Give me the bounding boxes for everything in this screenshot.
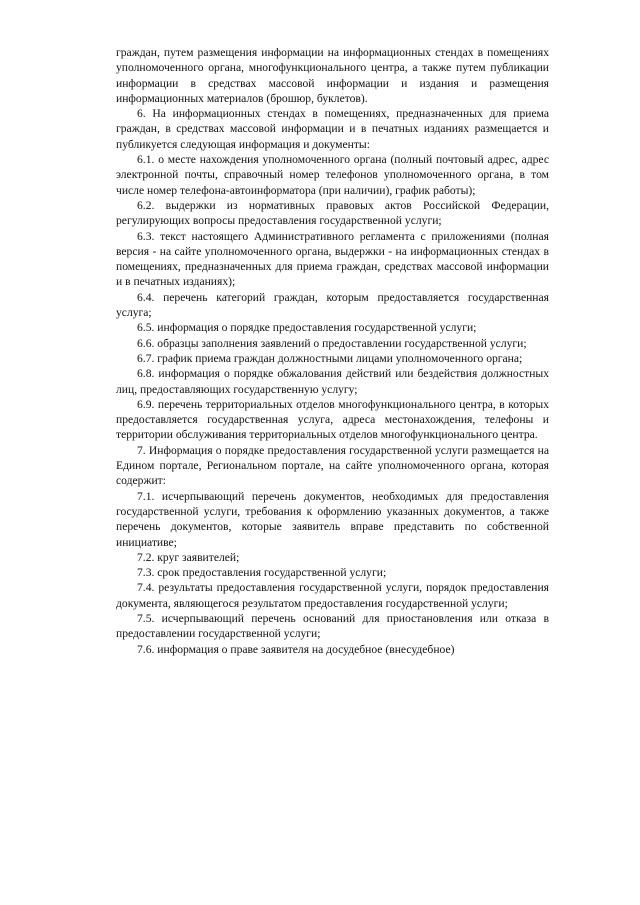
paragraph-6-1: 6.1. о месте нахождения уполномоченного органа (полный почтовый адрес, адрес электронной почты, справочный номер телефонов уполномоченного органа, в том числе номер телефона-автоинформатора (при наличии), график работы); (116, 153, 549, 197)
paragraph-6-3: 6.3. текст настоящего Административного регламента с приложениями (полная версия - на сайте уполномоченного органа, выдержки - на информационных стендах в помещениях, предназначенных для приема граждан, средствах массовой информации и в печатных изданиях); (116, 229, 549, 289)
paragraph-6-2: 6.2. выдержки из нормативных правовых актов Российской Федерации, регулирующих вопросы предоставления государственной услуги; (116, 198, 549, 228)
paragraph-7-2: 7.2. круг заявителей; (137, 550, 240, 564)
paragraph-7-5: 7.5. исчерпывающий перечень оснований для приостановления или отказа в предоставлении государственной услуги; (116, 611, 549, 641)
paragraph-6-4: 6.4. перечень категорий граждан, которым предоставляется государственная услуга; (116, 290, 549, 320)
paragraph-7: 7. Информация о порядке предоставления государственной услуги размещается на Едином портале, Региональном портале, на сайте уполномоченного органа, которая содержит: (116, 443, 549, 488)
paragraph-7-3: 7.3. срок предоставления государственной услуги; (137, 566, 387, 580)
paragraph-7-1: 7.1. исчерпывающий перечень документов, необходимых для предоставления государственной услуги, требования к оформлению указанных документов, а также перечень документов, которые заявитель вправе представить по собственной инициативе; (116, 489, 549, 549)
paragraph-0: граждан, путем размещения информации на информационных стендах в помещениях уполномоченного органа, многофункционального центра, а также путем публикации информации в средствах массовой информации и издания и размещения информационных материалов (брошюр, буклетов). (116, 46, 549, 105)
paragraph-6-8: 6.8. информация о порядке обжалования действий или бездействия должностных лиц, предоставляющих государственную услугу; (116, 367, 549, 396)
document-page (116, 45, 549, 657)
paragraph-6-5: 6.5. информация о порядке предоставления государственной услуги; (137, 321, 477, 335)
paragraph-6-7: 6.7. график приема граждан должностными лицами уполномоченного органа; (137, 351, 523, 365)
paragraph-6-6: 6.6. образцы заполнения заявлений о предоставлении государственной услуги; (137, 336, 527, 350)
paragraph-7-6: 7.6. информация о праве заявителя на досудебное (внесудебное) (137, 642, 455, 656)
paragraph-6: 6. На информационных стендах в помещениях, предназначенных для приема граждан, в средствах массовой информации и в печатных изданиях размещается и публикуется следующая информация и документы: (116, 107, 549, 151)
paragraph-6-9: 6.9. перечень территориальных отделов многофункционального центра, в которых предоставляется государственная услуга, адреса местонахождения, телефоны и территории обслуживания территориальных отделов многофункционального центра. (116, 397, 549, 442)
paragraph-7-4: 7.4. результаты предоставления государственной услуги, порядок предоставления документа, являющегося результатом предоставления государственной услуги; (116, 581, 549, 610)
